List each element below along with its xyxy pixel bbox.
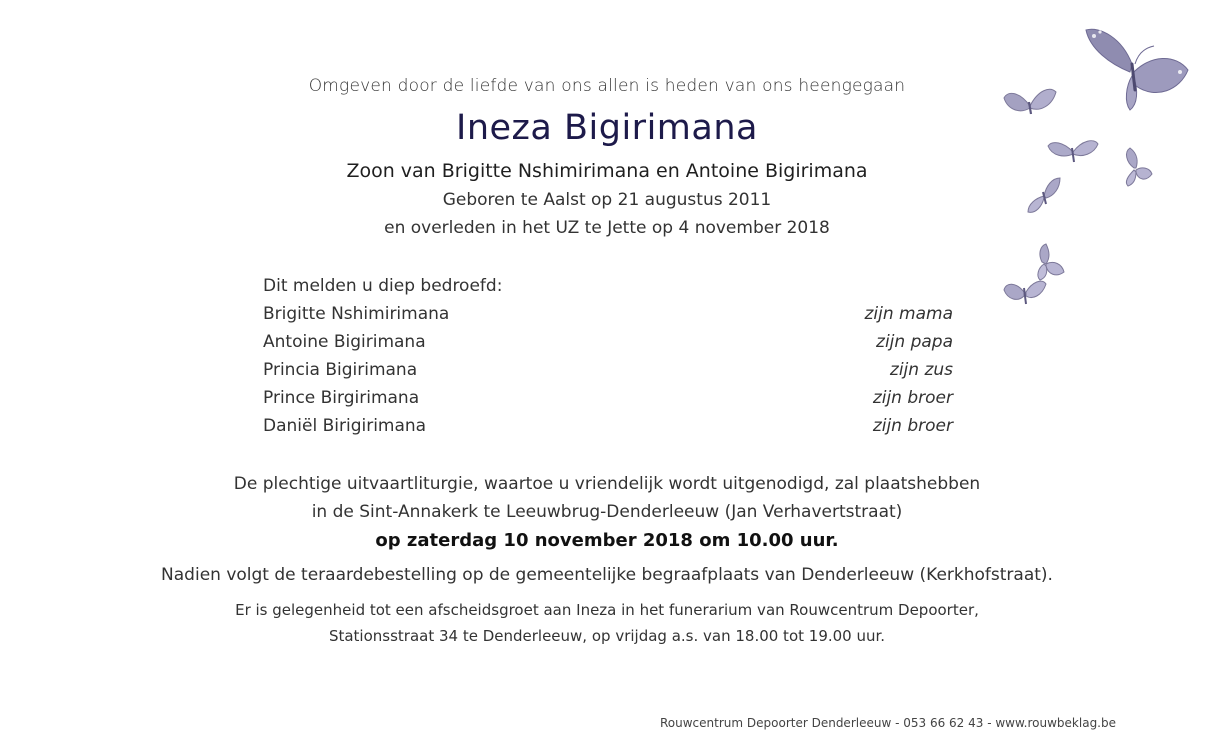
mourner-name: Daniël Birigirimana xyxy=(263,416,427,436)
footer-credit: Rouwcentrum Depoorter Denderleeuw - 053 66 62 43 - www.rouwbeklag.be xyxy=(660,716,1116,730)
mourner-relation: zijn mama xyxy=(864,304,953,324)
mourner-row xyxy=(263,384,953,412)
mourner-row xyxy=(263,328,953,356)
mourner-name: Prince Birgirimana xyxy=(263,388,420,408)
mourner-row xyxy=(263,300,953,328)
mourner-relation: zijn papa xyxy=(876,332,953,352)
service-line-1: De plechtige uitvaartliturgie, waartoe u vriendelijk wordt uitgenodigd, zal plaatshebben xyxy=(233,474,981,494)
mourner-relation: zijn broer xyxy=(872,416,953,436)
mourner-name: Princia Bigirimana xyxy=(263,360,418,380)
intro-text: Omgeven door de liefde van ons allen is heden van ons heengegaan xyxy=(308,76,906,96)
visit-line-2: Stationsstraat 34 te Denderleeuw, op vrijdag a.s. van 18.00 tot 19.00 uur. xyxy=(328,627,886,645)
mourner-relation: zijn broer xyxy=(872,388,953,408)
service-date: op zaterdag 10 november 2018 om 10.00 uur. xyxy=(375,530,839,551)
deceased-name: Ineza Bigirimana xyxy=(456,108,758,148)
visit-line-1: Er is gelegenheid tot een afscheidsgroet aan Ineza in het funerarium van Rouwcentrum Depoorter, xyxy=(235,601,979,619)
mourners-heading: Dit melden u diep bedroefd: xyxy=(263,276,503,296)
burial-text: Nadien volgt de teraardebestelling op de gemeentelijke begraafplaats van Denderleeuw (Kerkhofstraat). xyxy=(161,565,1053,585)
mourner-name: Brigitte Nshimirimana xyxy=(263,304,450,324)
birth-text: Geboren te Aalst op 21 augustus 2011 xyxy=(442,190,772,210)
parents-text: Zoon van Brigitte Nshimirimana en Antoine Bigirimana xyxy=(346,160,868,182)
butterfly-small-icon xyxy=(1002,274,1048,310)
butterfly-large-icon xyxy=(1080,24,1192,114)
death-text: en overleden in het UZ te Jette op 4 november 2018 xyxy=(384,218,830,238)
service-line-2: in de Sint-Annakerk te Leeuwbrug-Denderleeuw (Jan Verhavertstraat) xyxy=(311,502,903,522)
mourner-name: Antoine Bigirimana xyxy=(263,332,426,352)
mourner-row xyxy=(263,412,953,440)
mourner-relation: zijn zus xyxy=(889,360,953,380)
mourner-row xyxy=(263,356,953,384)
mourners-list xyxy=(263,272,953,440)
